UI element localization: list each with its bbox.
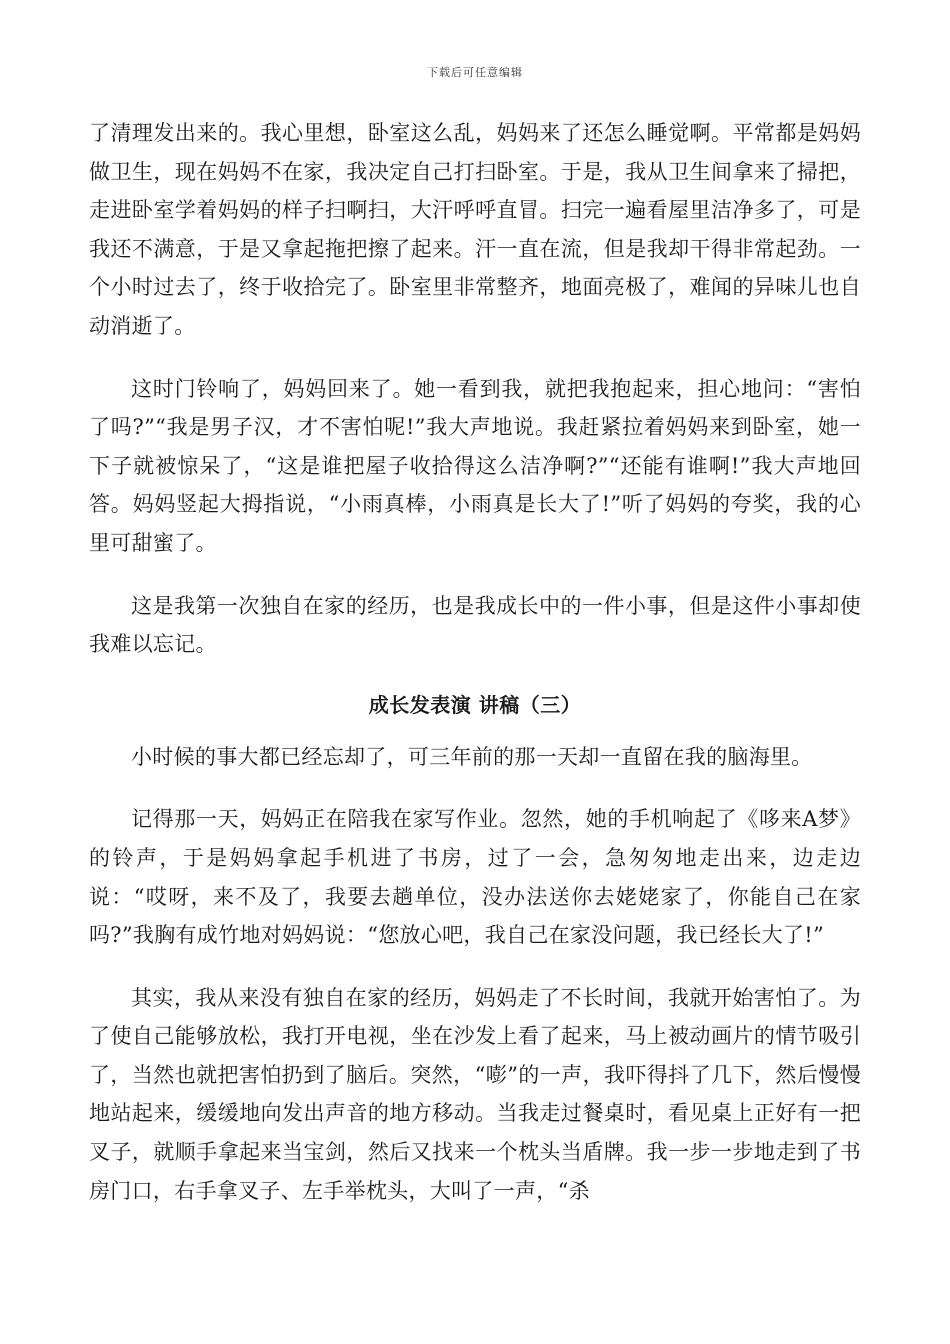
document-body [89, 114, 861, 1234]
paragraph-intro: 小时候的事大都已经忘却了，可三年前的那一天却一直留在我的脑海里。 [131, 744, 813, 769]
paragraph-alone-at-home: 其实，我从来没有独自在家的经历，妈妈走了不长时间，我就开始害怕了。为了使自己能够放松，我打开电视，坐在沙发上看了起来，马上被动画片的情节吸引了，当然也就把害怕扔到了脑后。突然，“嘭”的一声，我吓得抖了几下，然后慢慢地站起来，缓缓地向发出声音的地方移动。当我走过餐桌时，看见桌上正好有一把叉子，就顺手拿起来当宝剑，然后又找来一个枕头当盾牌。我一步一步地走到了书房门口，右手拿叉子、左手举枕头，大叫了一声，“杀 [89, 985, 861, 1203]
paragraph-phone-call: 记得那一天，妈妈正在陪我在家写作业。忽然，她的手机响起了《哆来A梦》的铃声，于是妈妈拿起手机进了书房，过了一会，急匆匆地走出来，边走边说：“哎呀，来不及了，我要去趟单位，没办法送你去姥姥家了，你能自己在家吗?”我胸有成竹地对妈妈说：“您放心吧，我自己在家没问题，我已经长大了!” [89, 807, 861, 948]
paragraph-mother-returns: 这时门铃响了，妈妈回来了。她一看到我，就把我抱起来，担心地问：“害怕了吗?”“我是男子汉，才不害怕呢!”我大声地说。我赶紧拉着妈妈来到卧室，她一下子就被惊呆了，“这是谁把屋子收拾得这么洁净啊?”“还能有谁啊!”我大声地回答。妈妈竖起大拇指说，“小雨真棒，小雨真是长大了!”听了妈妈的夸奖，我的心里可甜蜜了。 [89, 376, 861, 555]
section-title: 成长发表演 讲稿（三） [368, 692, 582, 717]
paragraph-conclusion: 这是我第一次独自在家的经历，也是我成长中的一件小事，但是这件小事却使我难以忘记。 [89, 593, 861, 657]
page-header: 下载后可任意编辑 [427, 66, 523, 79]
paragraph-continuation: 了清理发出来的。我心里想，卧室这么乱，妈妈来了还怎么睡觉啊。平常都是妈妈做卫生，现在妈妈不在家，我决定自己打扫卧室。于是，我从卫生间拿来了掃把，走进卧室学着妈妈的样子扫啊扫，大汗呼呼直冒。扫完一遍看屋里洁净多了，可是我还不满意，于是又拿起拖把擦了起来。汗一直在流，但是我却干得非常起劲。一个小时过去了，终于收拾完了。卧室里非常整齐，地面亮极了，难闻的异味儿也自动消逝了。 [89, 121, 861, 338]
